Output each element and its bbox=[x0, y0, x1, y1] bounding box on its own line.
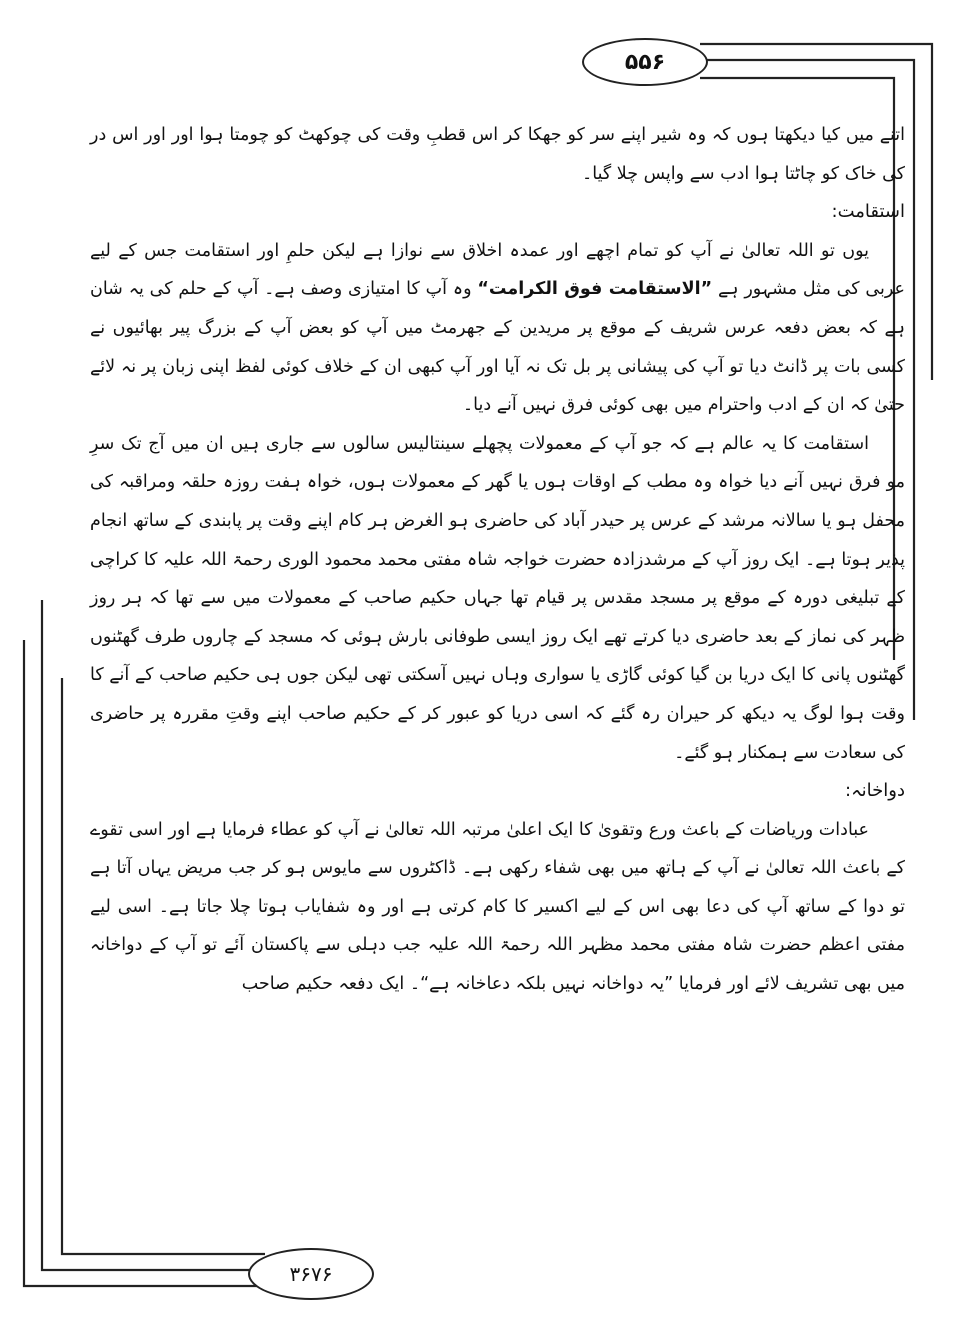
arabic-proverb-quote: ”الاستقامت فوق الکرامت“ bbox=[477, 279, 713, 300]
heading-istiqamat: استقامت: bbox=[831, 201, 905, 223]
page-number-top: ۵۵۶ bbox=[582, 38, 708, 86]
paragraph-mamoolat: استقامت کا یہ عالم ہے کہ جو آپ کے معمولات پچھلے سینتالیس سالوں سے جاری ہیں ان میں آج تک سرِ مو فرق نہیں آنے دیا خواہ وہ مطب کے اوقات ہوں یا گھر کے معمولات ہوں، خواہ ہفت روزہ حلقہ ومراقبہ کی محفل ہو یا سالانہ مرشد کے عرس پر حیدر آباد کی حاضری ہو الغرض ہر کام اپنے وقت پر پابندی کے ساتھ انجام پذیر ہوتا ہے۔ ایک روز آپ کے مرشدزادہ حضرت خواجہ شاہ مفتی محمد محمود الوری رحمۃ اللہ علیہ کا کراچی کے تبلیغی دورہ کے موقع پر مسجد مقدس پر قیام تھا جہاں حکیم صاحب کے معمولات میں سے تھا کہ ہر روز ظہر کی نماز کے بعد حاضری دیا کرتے تھے ایک روز ایسی طوفانی بارش ہوئی کہ مسجد کے چاروں طرف گھٹنوں گھٹنوں پانی کا ایک دریا بن گیا کوئی گاڑی یا سواری وہاں نہیں آسکتی تھی لیکن جوں ہی حکیم صاحب کے آنے کا وقت ہوا لوگ یہ دیکھ کر حیران رہ گئے کہ اسی دریا کو عبور کر کے حکیم صاحب اپنے وقتِ مقررہ پر حاضری کی سعادت سے ہمکنار ہو گئے۔ bbox=[90, 433, 905, 763]
heading-dawakhana: دواخانہ: bbox=[845, 780, 905, 802]
dua-khana-quote: ”یہ دواخانہ نہیں بلکہ دعاخانہ ہے“ bbox=[420, 974, 674, 995]
paragraph-text: ۔ ایک دفعہ حکیم صاحب bbox=[241, 974, 421, 995]
paragraph-lion-story: اتنے میں کیا دیکھتا ہوں کہ وہ شیر اپنے سر کو جھکا کر اس قطبِ وقت کی چوکھٹ کو چومتا ہوا اور اور اس در کی خاک کو چاٹتا ہوا ادب سے واپس چلا گیا۔ bbox=[90, 125, 905, 184]
paragraph-text: یوں تو اللہ تعالیٰ نے آپ کو تمام اچھے اور عمدہ اخلاق سے نوازا ہے لیکن حلمِ اور استقامت جس کے لیے عربی کی مثل مشہور ہے bbox=[90, 240, 905, 300]
paragraph-text: عبادات وریاضات کے باعث ورع وتقویٰ کا ایک اعلیٰ مرتبہ اللہ تعالیٰ نے آپ کو عطاء فرمایا ہے اور اسی تقوے کے باعث اللہ تعالیٰ نے آپ کے ہاتھ میں بھی شفاء رکھی ہے۔ ڈاکٹروں سے مایوس ہو کر جب مریض یہاں آتا ہے تو دوا کے ساتھ آپ کی دعا بھی اس کے لیے اکسیر کا کام کرتی ہے اور وہ شفایاب ہوتا چلا جاتا ہے۔ اسی لیے مفتی اعظم حضرت شاہ مفتی محمد مظہر اللہ رحمۃ اللہ علیہ جب دہلی سے پاکستان آئے تو آپ کے دواخانہ میں بھی تشریف لائے اور فرمایا bbox=[90, 819, 905, 995]
page-body bbox=[90, 116, 905, 1004]
paragraph-text: وہ آپ کا امتیازی وصف ہے۔ آپ کے حلم کی یہ شان ہے کہ بعض دفعہ عرس شریف کے موقع پر مریدین کے جھرمٹ میں آپ کو بعض آپ کے بزرگ پیر بھائیوں نے کسی بات پر ڈانٹ دیا تو آپ کی پیشانی پر بل تک نہ آیا اور آپ کبھی ان کے خلاف کوئی لفظ اپنی زبان پر نہ لائے حتیٰ کہ ان کے ادب واحترام میں بھی کوئی فرق نہیں آنے دیا۔ bbox=[90, 279, 905, 416]
page-number-bottom: ۳۶۷۶ bbox=[248, 1248, 374, 1300]
paragraph-hilm-istiqamat bbox=[90, 232, 905, 425]
paragraph-dawakhana bbox=[90, 811, 905, 1004]
